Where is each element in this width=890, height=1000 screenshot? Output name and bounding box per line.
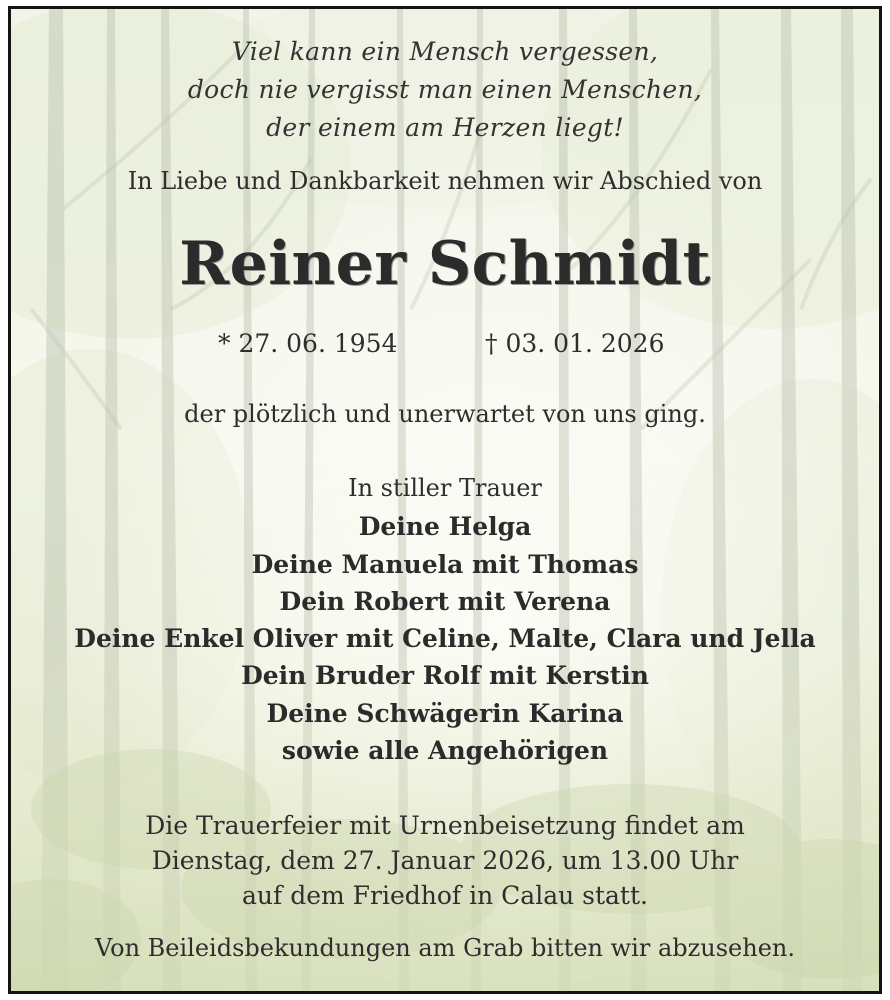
poem-line: Viel kann ein Mensch vergessen,	[231, 37, 659, 66]
mourner-line: Deine Manuela mit Thomas	[251, 550, 639, 579]
mourner-line: Deine Schwägerin Karina	[266, 699, 624, 728]
obituary-notice	[8, 6, 882, 994]
closing-note: Von Beileidsbekundungen am Grab bitten wir abzusehen.	[95, 934, 795, 962]
circumstance-text: der plötzlich und unerwartet von uns ging.	[184, 400, 706, 428]
life-dates	[11, 329, 879, 363]
service-line: auf dem Friedhof in Calau statt.	[242, 881, 648, 910]
service-line: Dienstag, dem 27. Januar 2026, um 13.00 Uhr	[151, 846, 739, 875]
mourner-line: sowie alle Angehörigen	[281, 736, 609, 765]
mourner-line: Deine Helga	[358, 512, 532, 541]
poem-line: doch nie vergisst man einen Menschen,	[187, 75, 703, 104]
birth-date: * 27. 06. 1954	[218, 329, 398, 358]
poem-line: der einem am Herzen liegt!	[266, 113, 624, 142]
deceased-name: Reiner Schmidt	[179, 229, 711, 299]
mourning-heading: In stiller Trauer	[348, 474, 542, 502]
mourner-line: Dein Bruder Rolf mit Kerstin	[241, 661, 649, 690]
mourner-line: Deine Enkel Oliver mit Celine, Malte, Clara und Jella	[74, 624, 816, 653]
death-date: † 03. 01. 2026	[485, 329, 665, 358]
intro-text: In Liebe und Dankbarkeit nehmen wir Abschied von	[127, 167, 763, 195]
mourner-line: Dein Robert mit Verena	[279, 587, 611, 616]
service-line: Die Trauerfeier mit Urnenbeisetzung findet am	[145, 811, 745, 840]
notice-content	[11, 9, 879, 991]
